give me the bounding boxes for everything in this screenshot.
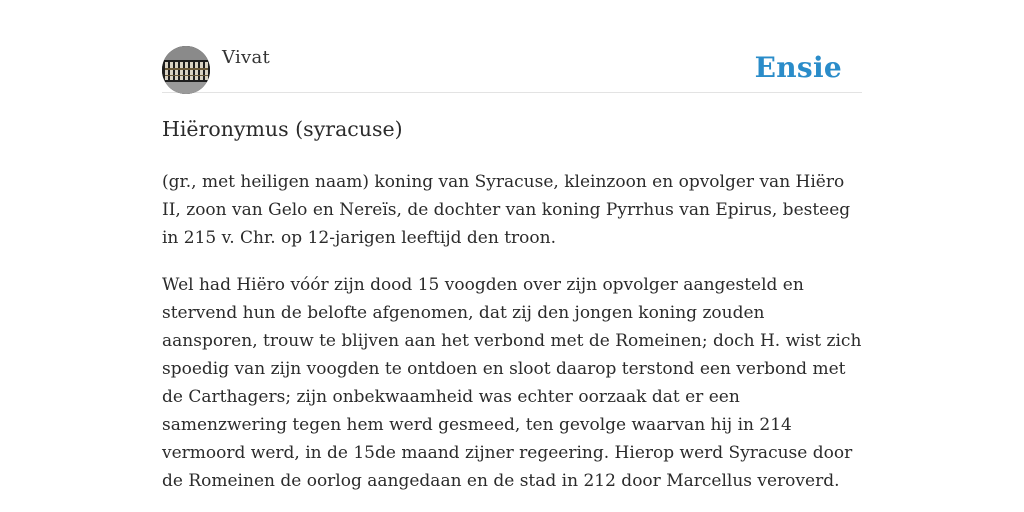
book-spines-icon[interactable] [162, 46, 210, 94]
page-title: Hiëronymus (syracuse) [162, 117, 403, 141]
header [162, 46, 862, 93]
paragraph: (gr., met heiligen naam) koning van Syracuse, kleinzoon en opvolger van Hiëro II, zoon van Gelo en Nereïs, de dochter van koning Pyrrhus van Epirus, besteeg in 215 v. Chr. op 12-jarigen leeftijd den troon. [162, 172, 851, 248]
source-name[interactable]: Vivat [222, 47, 271, 68]
paragraph: Wel had Hiëro vóór zijn dood 15 voogden over zijn opvolger aangesteld en stervend hun de belofte afgenomen, dat zij den jongen koning zouden aansporen, trouw te blijven aan het verbond met de Romeinen; doch H. wist zich spoedig van zijn voogden te ontdoen en sloot daarop terstond een verbond met de Carthagers; zijn onbekwaamheid was echter oorzaak dat er een samenzwering tegen hem werd gesmeed, ten gevolge waarvan hij in 214 vermoord werd, in de 15de maand zijner regeering. Hierop werd Syracuse door de Romeinen de oorlog aangedaan en de stad in 212 door Marcellus veroverd. [162, 275, 862, 491]
brand-logo[interactable]: Ensie [754, 51, 842, 84]
article-body [162, 168, 864, 512]
